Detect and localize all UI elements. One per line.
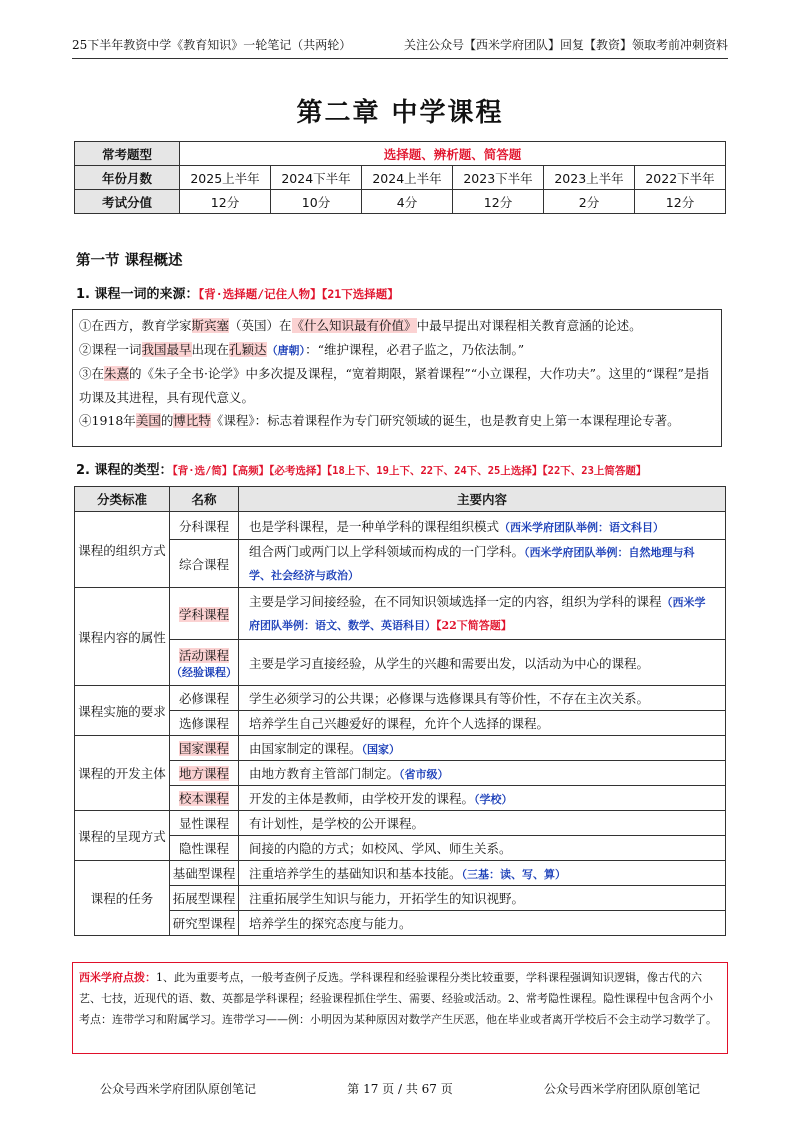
col-header: 分类标准	[75, 487, 170, 512]
col-header: 名称	[170, 487, 239, 512]
year-cell: 2023下半年	[453, 166, 544, 190]
point2-heading	[76, 459, 736, 478]
type-name: 活动课程 （经验课程）	[170, 640, 239, 686]
label-type: 常考题型	[75, 142, 180, 166]
section-title: 第一节 课程概述	[76, 253, 183, 269]
exam-info-table	[74, 141, 726, 214]
year-cell: 2023上半年	[544, 166, 635, 190]
type-content: 主要是学习间接经验，在不同知识领域选择一定的内容，组织为学科的课程（西米学府团队举例：语文、数学、英语科目）【22下简答题】	[239, 588, 726, 640]
type-name: 学科课程	[170, 588, 239, 640]
type-name: 选修课程	[170, 711, 239, 736]
page-number: 第 17 页 / 共 67 页	[347, 1082, 453, 1096]
type-content: 间接的内隐的方式；如校风、学风、师生关系。	[239, 836, 726, 861]
tip-lead: 西米学府点拨：	[79, 971, 156, 984]
footer-left: 公众号西米学府团队原创笔记	[100, 1082, 257, 1096]
col-header: 主要内容	[239, 487, 726, 512]
type-content: 注重拓展学生知识与能力，开拓学生的知识视野。	[239, 886, 726, 911]
exam-types: 选择题、辨析题、简答题	[180, 142, 726, 166]
category-cell: 课程的组织方式	[75, 512, 170, 588]
type-content: 学生必须学习的公共课；必修课与选修课具有等价性，不存在主次关系。	[239, 686, 726, 711]
point2-label: 2. 课程的类型：	[76, 463, 173, 478]
category-cell: 课程的呈现方式	[75, 811, 170, 861]
origin-item: ①在西方，教育学家斯宾塞（英国）在《什么知识最有价值》中最早提出对课程相关教育意涵的论述。	[79, 318, 642, 333]
type-content: 组合两门或两门以上学科领域而构成的一门学科。（西米学府团队举例：自然地理与科学、社会经济与政治）	[239, 540, 726, 588]
footer-right: 公众号西米学府团队原创笔记	[543, 1082, 700, 1096]
point1-tag: 【背·选择题/记住人物】【21下选择题】	[198, 287, 399, 301]
page-footer	[100, 1080, 700, 1097]
chapter-title: 第二章 中学课程	[296, 98, 504, 128]
score-cell: 2分	[544, 190, 635, 214]
category-cell: 课程实施的要求	[75, 686, 170, 736]
type-content: 开发的主体是教师，由学校开发的课程。（学校）	[239, 786, 726, 811]
label-year: 年份月数	[75, 166, 180, 190]
tip-box	[72, 962, 728, 1054]
type-content: 有计划性，是学校的公开课程。	[239, 811, 726, 836]
label-score: 考试分值	[75, 190, 180, 214]
category-cell: 课程的任务	[75, 861, 170, 936]
score-cell: 12分	[635, 190, 726, 214]
origin-item: ②课程一词我国最早出现在孔颖达（唐朝）：“维护课程，必君子监之，乃依法制。”	[79, 341, 525, 357]
type-name: 分科课程	[170, 512, 239, 540]
year-cell: 2024上半年	[362, 166, 453, 190]
point1-heading	[76, 283, 399, 302]
type-content: 主要是学习直接经验，从学生的兴趣和需要出发，以活动为中心的课程。	[239, 640, 726, 686]
type-content: 由国家制定的课程。（国家）	[239, 736, 726, 761]
type-content: 由地方教育主管部门制定。（省市级）	[239, 761, 726, 786]
origin-item: ③在朱熹的《朱子全书·论学》中多次提及课程，“宽着期限，紧着课程”“小立课程，大作功夫”。这里的“课程”是指功课及其进程，具有现代意义。	[79, 366, 709, 405]
page-header	[72, 36, 728, 59]
type-name: 国家课程	[170, 736, 239, 761]
type-name: 显性课程	[170, 811, 239, 836]
type-name: 拓展型课程	[170, 886, 239, 911]
score-cell: 10分	[271, 190, 362, 214]
header-left: 25下半年教资中学《教育知识》一轮笔记（共两轮）	[72, 38, 352, 52]
type-name: 研究型课程	[170, 911, 239, 936]
point1-label: 1. 课程一词的来源：	[76, 287, 199, 302]
score-cell: 12分	[180, 190, 271, 214]
type-name: 综合课程	[170, 540, 239, 588]
type-content: 培养学生的探究态度与能力。	[239, 911, 726, 936]
score-cell: 12分	[453, 190, 544, 214]
type-name: 隐性课程	[170, 836, 239, 861]
type-name: 必修课程	[170, 686, 239, 711]
type-content: 注重培养学生的基础知识和基本技能。（三基：读、写、算）	[239, 861, 726, 886]
type-name: 地方课程	[170, 761, 239, 786]
header-right: 关注公众号【西米学府团队】回复【教资】领取考前冲刺资料	[403, 38, 728, 52]
category-cell: 课程的开发主体	[75, 736, 170, 811]
tip-text: 1、此为重要考点，一般考查例子反选。学科课程和经验课程分类比较重要，学科课程强调知识逻辑，像古代的六艺、七技，近现代的语、数、英都是学科课程；经验课程抓住学生、需要、经验或活动。2、常考隐性课程。隐性课程中包含两个小考点：连带学习和附属学习。连带学习——例：小明因为某种原因对数学产生厌恶，他在毕业或者离开学校后不会主动学习数学了。	[79, 971, 717, 1026]
type-content: 也是学科课程，是一种单学科的课程组织模式（西米学府团队举例：语文科目）	[239, 512, 726, 540]
origin-item: ④1918年美国的博比特《课程》：标志着课程作为专门研究领域的诞生，也是教育史上第一本课程理论专著。	[79, 413, 680, 428]
type-name: 基础型课程	[170, 861, 239, 886]
score-cell: 4分	[362, 190, 453, 214]
course-types-table	[74, 486, 726, 936]
type-content: 培养学生自己兴趣爱好的课程，允许个人选择的课程。	[239, 711, 726, 736]
year-cell: 2022下半年	[635, 166, 726, 190]
origins-box	[72, 309, 722, 447]
category-cell: 课程内容的属性	[75, 588, 170, 686]
type-name: 校本课程	[170, 786, 239, 811]
point2-tag: 【背·选/简】【高频】【必考选择】【18上下、19上下、22下、24下、25上选择】【22下、23上简答题】	[172, 465, 647, 477]
year-cell: 2024下半年	[271, 166, 362, 190]
year-cell: 2025上半年	[180, 166, 271, 190]
